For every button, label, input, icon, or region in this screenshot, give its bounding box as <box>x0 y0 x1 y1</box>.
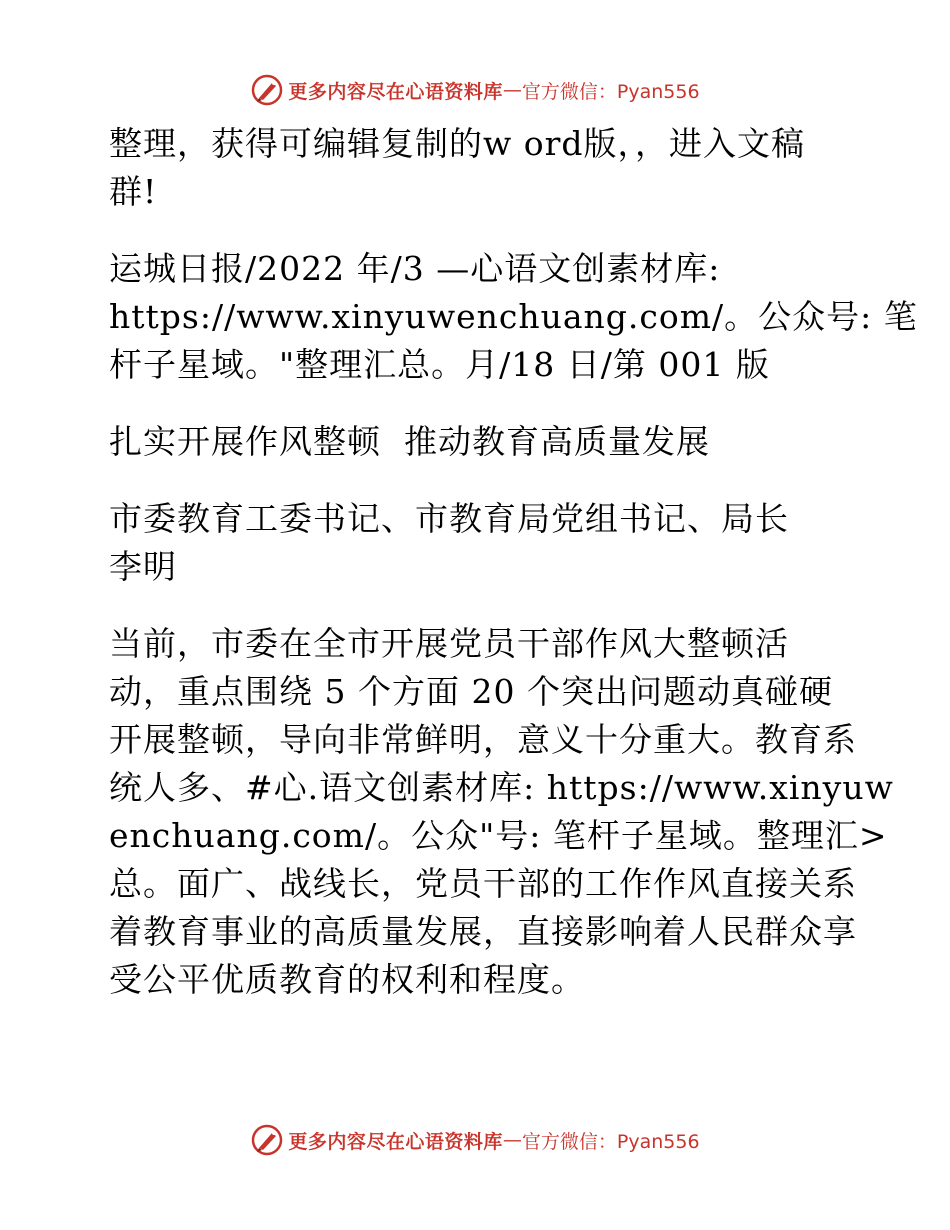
banner-separator: — <box>502 1129 522 1151</box>
paragraph-intro <box>97 120 857 216</box>
text-line: 杆子星域。"整理汇总。月/18 日/第 001 版 <box>109 345 770 384</box>
footer-banner <box>0 1120 950 1160</box>
paragraph-source <box>97 245 918 389</box>
text-line: 市委教育工委书记、市教育局党组书记、局长 <box>109 499 789 538</box>
banner-wechat-text: 官方微信：Pyan556 <box>521 80 700 103</box>
text-line: https://www.xinyuwenchuang.com/。公众号: 笔 <box>109 297 918 336</box>
text-line: 受公平优质教育的权利和程度。 <box>109 960 585 999</box>
pen-logo-icon <box>250 1123 284 1157</box>
article-author <box>97 495 857 591</box>
article-title <box>97 418 857 466</box>
paragraph-body <box>97 620 894 1004</box>
text-line: 整理，获得可编辑复制的w ord版，，进入文稿 <box>109 124 806 163</box>
text-line: 运城日报/2022 年/3 —心语文创素材库: <box>109 249 721 288</box>
text-line: 总。面广、战线长，党员干部的工作作风直接关系 <box>109 864 857 903</box>
banner-separator: — <box>502 79 522 101</box>
banner-main-text: 更多内容尽在心语资料库 <box>288 1130 503 1153</box>
text-line: 群! <box>109 172 158 211</box>
text-line: 动，重点围绕 5 个方面 20 个突出问题动真碰硬 <box>109 672 833 711</box>
banner-wechat-text: 官方微信：Pyan556 <box>521 1130 700 1153</box>
text-line: 开展整顿，导向非常鲜明，意义十分重大。教育系 <box>109 720 857 759</box>
text-line: 统人多、#心.语文创素材库: https://www.xinyuw <box>109 768 894 807</box>
text-line: enchuang.com/。公众"号: 笔杆子星域。整理汇> <box>109 816 888 855</box>
document-body <box>97 120 918 1033</box>
header-banner <box>0 70 950 110</box>
banner-main-text: 更多内容尽在心语资料库 <box>288 80 503 103</box>
text-line: 当前，市委在全市开展党员干部作风大整顿活 <box>109 624 789 663</box>
text-line: 扎实开展作风整顿 推动教育高质量发展 <box>109 422 710 461</box>
text-line: 着教育事业的高质量发展，直接影响着人民群众享 <box>109 912 857 951</box>
pen-logo-icon <box>250 73 284 107</box>
text-line: 李明 <box>109 547 177 586</box>
